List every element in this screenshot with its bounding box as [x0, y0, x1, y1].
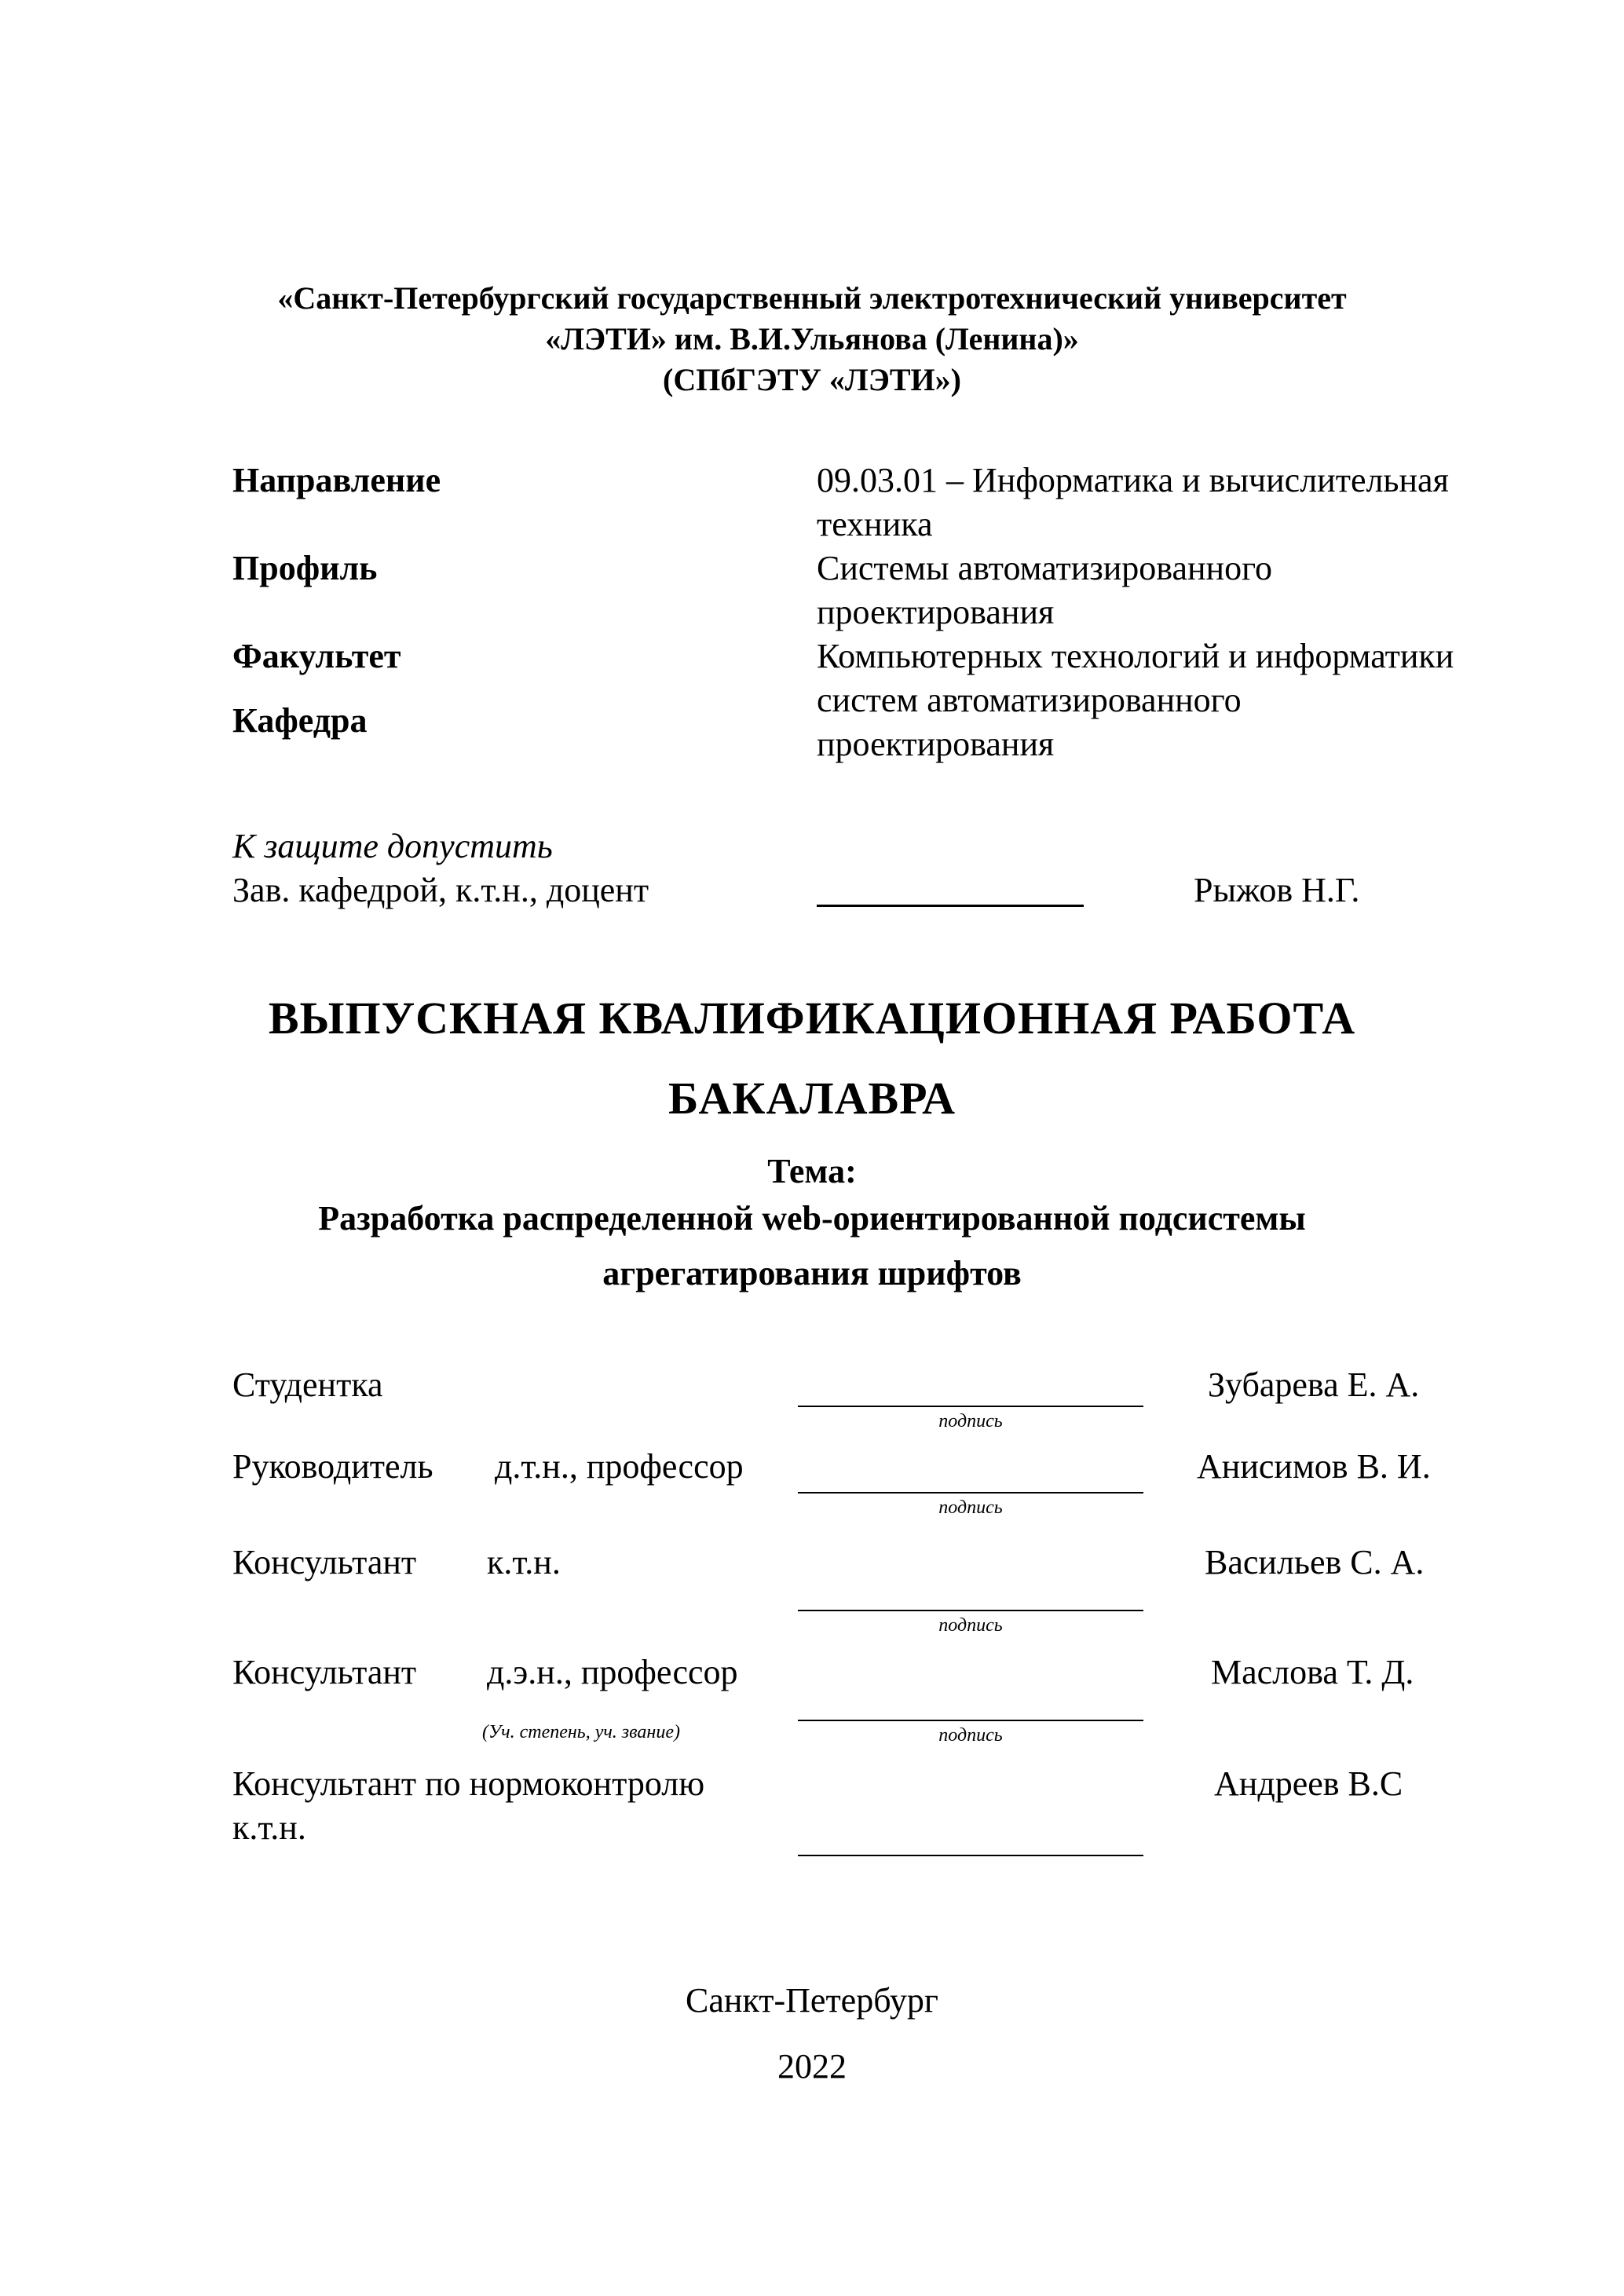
direction-value-line-2: техника — [817, 505, 933, 543]
consultant-2-degree: д.э.н., профессор — [487, 1653, 738, 1691]
topic-label: Тема: — [767, 1152, 857, 1190]
thesis-title-line-1: ВЫПУСКНАЯ КВАЛИФИКАЦИОННАЯ РАБОТА — [268, 993, 1356, 1044]
consultant-1-name: Васильев С. А. — [1205, 1543, 1425, 1581]
university-name-line-1: «Санкт-Петербургский государственный электротехнический университет — [277, 280, 1347, 316]
department-value-line-1: систем автоматизированного — [817, 681, 1242, 719]
profile-value-line-1: Системы автоматизированного — [817, 549, 1273, 587]
student-role: Студентка — [232, 1366, 383, 1404]
year: 2022 — [777, 2047, 847, 2086]
consultant-1-role: Консультант — [232, 1543, 417, 1581]
consultant-1-degree: к.т.н. — [487, 1543, 561, 1581]
topic-line-1: Разработка распределенной web-ориентированной подсистемы — [318, 1199, 1306, 1238]
consultant-2-signature-caption: подпись — [938, 1725, 1003, 1746]
department-label: Кафедра — [232, 701, 368, 740]
consultant-3-degree: к.т.н. — [232, 1808, 306, 1847]
consultant-3-signature-line — [798, 1855, 1143, 1856]
faculty-label: Факультет — [232, 637, 401, 675]
topic-line-2: агрегатирования шрифтов — [602, 1254, 1022, 1292]
university-name-line-2: «ЛЭТИ» им. В.И.Ульянова (Ленина)» — [545, 321, 1079, 356]
department-value-line-2: проектирования — [817, 725, 1055, 763]
supervisor-name: Анисимов В. И. — [1197, 1447, 1431, 1486]
consultant-1-signature-line — [798, 1610, 1143, 1611]
city: Санкт-Петербург — [686, 1981, 938, 2020]
student-signature-caption: подпись — [938, 1411, 1003, 1431]
thesis-title-line-2: БАКАЛАВРА — [668, 1073, 956, 1124]
faculty-value: Компьютерных технологий и информатики — [817, 637, 1454, 675]
supervisor-signature-line — [798, 1492, 1143, 1493]
head-of-department-label: Зав. кафедрой, к.т.н., доцент — [232, 871, 649, 909]
university-abbreviation: (СПбГЭТУ «ЛЭТИ») — [663, 362, 961, 397]
consultant-1-signature-caption: подпись — [938, 1615, 1003, 1636]
student-signature-line — [798, 1406, 1143, 1407]
supervisor-degree: д.т.н., профессор — [495, 1447, 744, 1486]
consultant-3-role: Консультант по нормоконтролю — [232, 1764, 705, 1803]
consultant-3-name: Андреев В.С — [1214, 1764, 1403, 1803]
direction-label: Направление — [232, 461, 441, 499]
supervisor-signature-caption: подпись — [938, 1497, 1003, 1518]
direction-value-line-1: 09.03.01 – Информатика и вычислительная — [817, 461, 1449, 499]
consultant-2-signature-line — [798, 1720, 1143, 1721]
student-name: Зубарева Е. А. — [1208, 1366, 1420, 1404]
profile-value-line-2: проектирования — [817, 593, 1055, 631]
head-signature-line — [817, 905, 1084, 907]
consultant-2-role: Консультант — [232, 1653, 417, 1691]
admission-label: К защите допустить — [232, 827, 553, 865]
degree-caption: (Уч. степень, уч. звание) — [482, 1722, 680, 1742]
profile-label: Профиль — [232, 549, 378, 587]
head-of-department-name: Рыжов Н.Г. — [1194, 871, 1360, 909]
consultant-2-name: Маслова Т. Д. — [1211, 1653, 1414, 1691]
supervisor-role: Руководитель — [232, 1447, 433, 1486]
